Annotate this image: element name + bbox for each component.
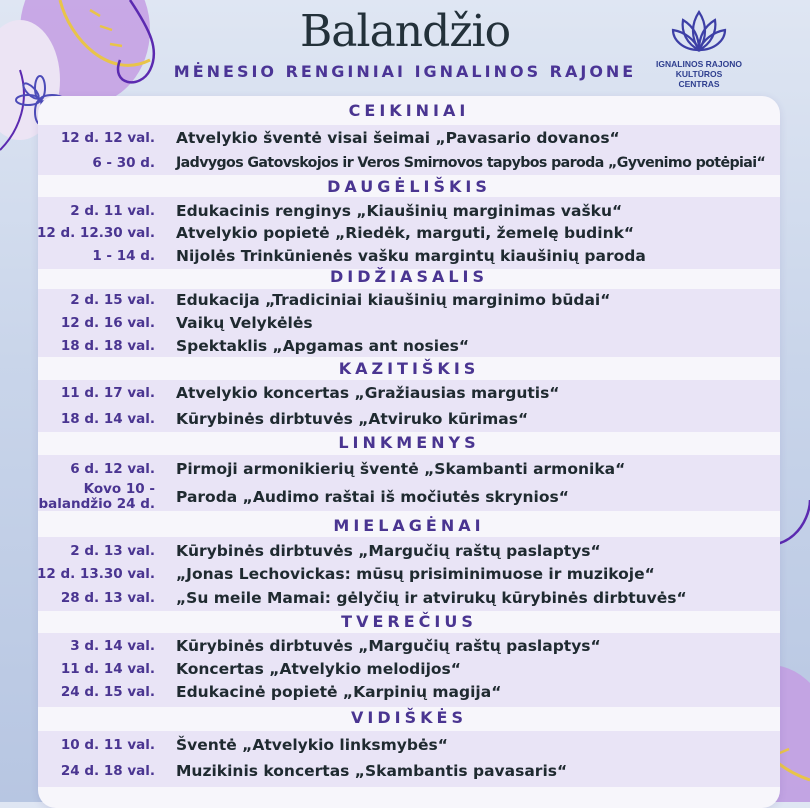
- event-row: [0, 734, 810, 756]
- event-title: Paroda „Audimo raštai iš močiutės skrynios“: [176, 488, 569, 506]
- event-title: Edukacija „Tradiciniai kiaušinių marginimo būdai“: [176, 291, 611, 309]
- event-date: 1 - 14 d.: [92, 248, 155, 264]
- event-title: Edukacinis renginys „Kiaušinių marginimas vašku“: [176, 202, 623, 220]
- event-date: 18 d. 14 val.: [60, 411, 155, 427]
- event-date: 24 d. 18 val.: [60, 763, 155, 779]
- event-date: 6 - 30 d.: [92, 155, 155, 171]
- event-row: [0, 312, 810, 334]
- event-date: 2 d. 15 val.: [70, 292, 155, 308]
- logo-text-line2: KULTŪROS CENTRAS: [675, 69, 723, 89]
- event-row: [0, 635, 810, 657]
- event-row: [0, 200, 810, 222]
- event-date: 11 d. 14 val.: [60, 661, 155, 677]
- event-title: „Su meile Mamai: gėlyčių ir atvirukų kūrybinės dirbtuvės“: [176, 589, 687, 607]
- page-title: Balandžio: [299, 6, 511, 57]
- event-title: Kūrybinės dirbtuvės „Margučių raštų paslaptys“: [176, 637, 601, 655]
- event-row: [0, 658, 810, 680]
- event-date: 18 d. 18 val.: [60, 338, 155, 354]
- event-title: Atvelykio popietė „Riedėk, marguti, žemelę budink“: [176, 224, 635, 242]
- event-date: 6 d. 12 val.: [70, 461, 155, 477]
- event-title: Atvelykio šventė visai šeimai „Pavasario dovanos“: [176, 129, 620, 147]
- event-title: Kūrybinės dirbtuvės „Margučių raštų paslaptys“: [176, 542, 601, 560]
- event-date: 10 d. 11 val.: [60, 737, 155, 753]
- section-heading: KAZITIŠKIS: [338, 359, 480, 378]
- logo-text-line1: IGNALINOS RAJONO: [656, 59, 742, 69]
- event-date: 12 d. 12 val.: [60, 130, 155, 146]
- event-row: [0, 760, 810, 782]
- event-row: [0, 481, 810, 512]
- event-date-line2: balandžio 24 d.: [38, 496, 155, 512]
- organization-logo: [654, 6, 744, 89]
- event-title: Nijolės Trinkūnienės vašku margintų kiaušinių paroda: [176, 247, 646, 265]
- event-date: 12 d. 12.30 val.: [36, 225, 155, 241]
- event-title: Kūrybinės dirbtuvės „Atviruko kūrimas“: [176, 410, 529, 428]
- lotus-icon: [669, 6, 729, 54]
- event-title: Spektaklis „Apgamas ant nosies“: [176, 337, 470, 355]
- section-heading: CEIKINIAI: [348, 101, 470, 120]
- event-row: [0, 587, 810, 609]
- event-row: [0, 222, 810, 244]
- page-subtitle: MĖNESIO RENGINIAI IGNALINOS RAJONE: [173, 62, 637, 81]
- event-row: [0, 245, 810, 267]
- event-row: [0, 335, 810, 357]
- event-row: [0, 152, 810, 174]
- event-title: Šventė „Atvelykio linksmybės“: [176, 736, 448, 754]
- event-row: [0, 563, 810, 585]
- section-heading: VIDIŠKĖS: [351, 708, 467, 727]
- section-heading: DAUGĖLIŠKIS: [327, 177, 491, 196]
- event-row: [0, 127, 810, 149]
- event-date: [38, 482, 155, 512]
- event-title: Edukacinė popietė „Karpinių magija“: [176, 683, 502, 701]
- event-date: 2 d. 11 val.: [70, 203, 155, 219]
- event-title: Muzikinis koncertas „Skambantis pavasaris“: [176, 762, 568, 780]
- event-row: [0, 540, 810, 562]
- event-date: 24 d. 15 val.: [60, 684, 155, 700]
- event-title: „Jonas Lechovickas: mūsų prisiminimuose ir muzikoje“: [176, 565, 655, 583]
- event-row: [0, 382, 810, 404]
- event-title: Jadvygos Gatovskojos ir Veros Smirnovos tapybos paroda „Gyvenimo potėpiai“: [176, 155, 766, 171]
- event-date: 28 d. 13 val.: [60, 590, 155, 606]
- event-date-line1: Kovo 10 -: [83, 481, 155, 497]
- event-date: 2 d. 13 val.: [70, 543, 155, 559]
- event-title: Pirmoji armonikierių šventė „Skambanti armonika“: [176, 460, 626, 478]
- event-row: [0, 289, 810, 311]
- section-heading: TVEREČIUS: [341, 612, 477, 631]
- event-title: Koncertas „Atvelykio melodijos“: [176, 660, 461, 678]
- event-title: Atvelykio koncertas „Gražiausias margutis“: [176, 384, 560, 402]
- event-row: [0, 408, 810, 430]
- section-heading: LINKMENYS: [338, 433, 480, 452]
- section-heading: MIELAGĖNAI: [333, 516, 485, 535]
- event-date: 12 d. 16 val.: [60, 315, 155, 331]
- event-row: [0, 458, 810, 480]
- event-date: 12 d. 13.30 val.: [36, 566, 155, 582]
- event-date: 3 d. 14 val.: [70, 638, 155, 654]
- event-date: 11 d. 17 val.: [60, 385, 155, 401]
- section-heading: DIDŽIASALIS: [329, 267, 489, 286]
- event-row: [0, 681, 810, 703]
- event-title: Vaikų Velykėlės: [176, 314, 313, 332]
